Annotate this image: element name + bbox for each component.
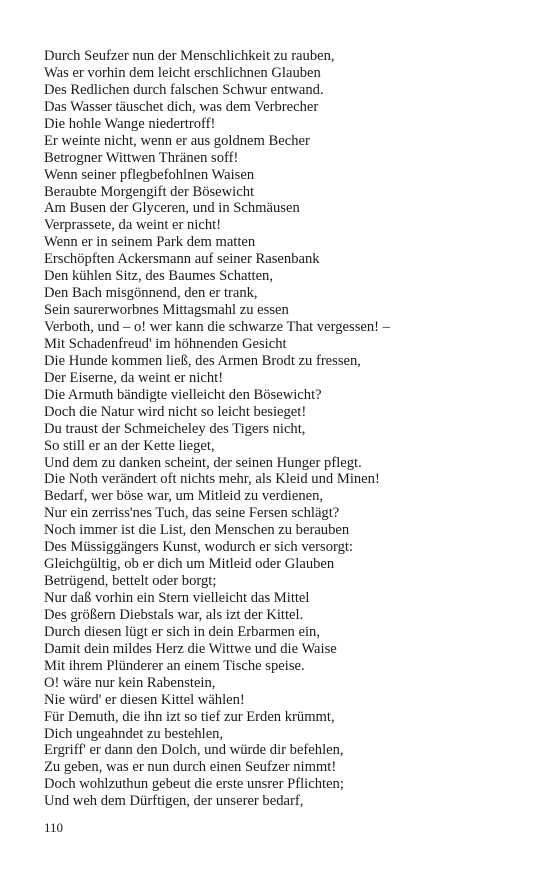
poem-line: Die Noth verändert oft nichts mehr, als Kleid und Minen! xyxy=(44,471,380,488)
poem-line: Und dem zu danken scheint, der seinen Hunger pflegt. xyxy=(44,454,362,471)
poem-line: Zu geben, was er nun durch einen Seufzer nimmt! xyxy=(44,759,337,776)
poem-line: O! wäre nur kein Rabenstein, xyxy=(44,674,216,691)
poem-line: Du traust der Schmeicheley des Tigers nicht, xyxy=(44,420,306,437)
poem-line: Nur daß vorhin ein Stern vielleicht das Mittel xyxy=(44,590,310,606)
poem-line: Des Müssiggängers Kunst, wodurch er sich versorgt: xyxy=(44,539,353,556)
poem-line: Für Demuth, die ihn izt so tief zur Erden krümmt, xyxy=(44,708,335,725)
poem-line: Den Bach misgönnend, den er trank, xyxy=(44,285,258,302)
poem-line: Verboth, und – o! wer kann die schwarze That vergessen! – xyxy=(44,319,390,335)
poem-line: Doch wohlzuthun gebeut die erste unsrer Pflichten; xyxy=(44,776,344,793)
poem-line: So still er an der Kette lieget, xyxy=(44,437,215,454)
poem-line: Gleichgültig, ob er dich um Mitleid oder Glauben xyxy=(44,556,335,573)
poem-line: Nur ein zerriss'nes Tuch, das seine Fersen schlägt? xyxy=(44,505,340,522)
poem-line: Die hohle Wange niedertroff! xyxy=(44,115,216,132)
poem-line: Des größern Diebstals war, als izt der Kittel. xyxy=(44,606,304,623)
poem-line: Wenn seiner pflegbefohlnen Waisen xyxy=(44,166,255,183)
poem-line: Durch diesen lügt er sich in dein Erbarmen ein, xyxy=(44,623,320,640)
poem-line: Mit Schadenfreud' im höhnenden Gesicht xyxy=(44,335,287,352)
poem-line: Der Eiserne, da weint er nicht! xyxy=(44,369,224,386)
poem-line: Ergriff' er dann den Dolch, und würde dir befehlen, xyxy=(44,742,344,759)
poem-line: Beraubte Morgengift der Bösewicht xyxy=(44,183,255,200)
poem-line: Den kühlen Sitz, des Baumes Schatten, xyxy=(44,268,273,285)
poem-line: Erschöpften Ackersmann auf seiner Rasenbank xyxy=(44,251,320,268)
poem-line: Doch die Natur wird nicht so leicht besieget! xyxy=(44,403,307,420)
poem-line: Durch Seufzer nun der Menschlichkeit zu rauben, xyxy=(44,48,335,64)
poem-line: Dich ungeahndet zu bestehlen, xyxy=(44,725,224,742)
poem-line: Bedarf, wer böse war, um Mitleid zu verdienen, xyxy=(44,488,324,505)
poem-line: Noch immer ist die List, den Menschen zu berauben xyxy=(44,522,350,539)
poem-line: Die Armuth bändigte vielleicht den Bösewicht? xyxy=(44,386,322,403)
poem-line: Wenn er in seinem Park dem matten xyxy=(44,234,256,251)
poem-line: Das Wasser täuschet dich, was dem Verbrecher xyxy=(44,98,319,115)
poem-line: Am Busen der Glyceren, und in Schmäusen xyxy=(44,200,300,217)
poem-line: Er weinte nicht, wenn er aus goldnem Becher xyxy=(44,132,310,149)
page-number: 110 xyxy=(44,820,64,835)
poem-line: Was er vorhin dem leicht erschlichnen Glauben xyxy=(44,64,321,81)
poem-line: Betrogner Wittwen Thränen soff! xyxy=(44,149,239,166)
poem-line: Die Hunde kommen ließ, des Armen Brodt zu fressen, xyxy=(44,352,361,369)
poem-line: Und weh dem Dürftigen, der unserer bedarf, xyxy=(44,793,304,810)
poem-line: Nie würd' er diesen Kittel wählen! xyxy=(44,691,245,708)
poem-line: Damit dein mildes Herz die Wittwe und die Waise xyxy=(44,640,337,657)
poem-line: Des Redlichen durch falschen Schwur entwand. xyxy=(44,81,324,98)
poem-line: Mit ihrem Plünderer an einem Tische speise. xyxy=(44,657,305,674)
poem-line: Betrügend, bettelt oder borgt; xyxy=(44,573,217,590)
poem-text xyxy=(44,48,514,810)
poem-line: Verprassete, da weint er nicht! xyxy=(44,217,222,234)
poem-line: Sein saurerworbnes Mittagsmahl zu essen xyxy=(44,302,289,319)
